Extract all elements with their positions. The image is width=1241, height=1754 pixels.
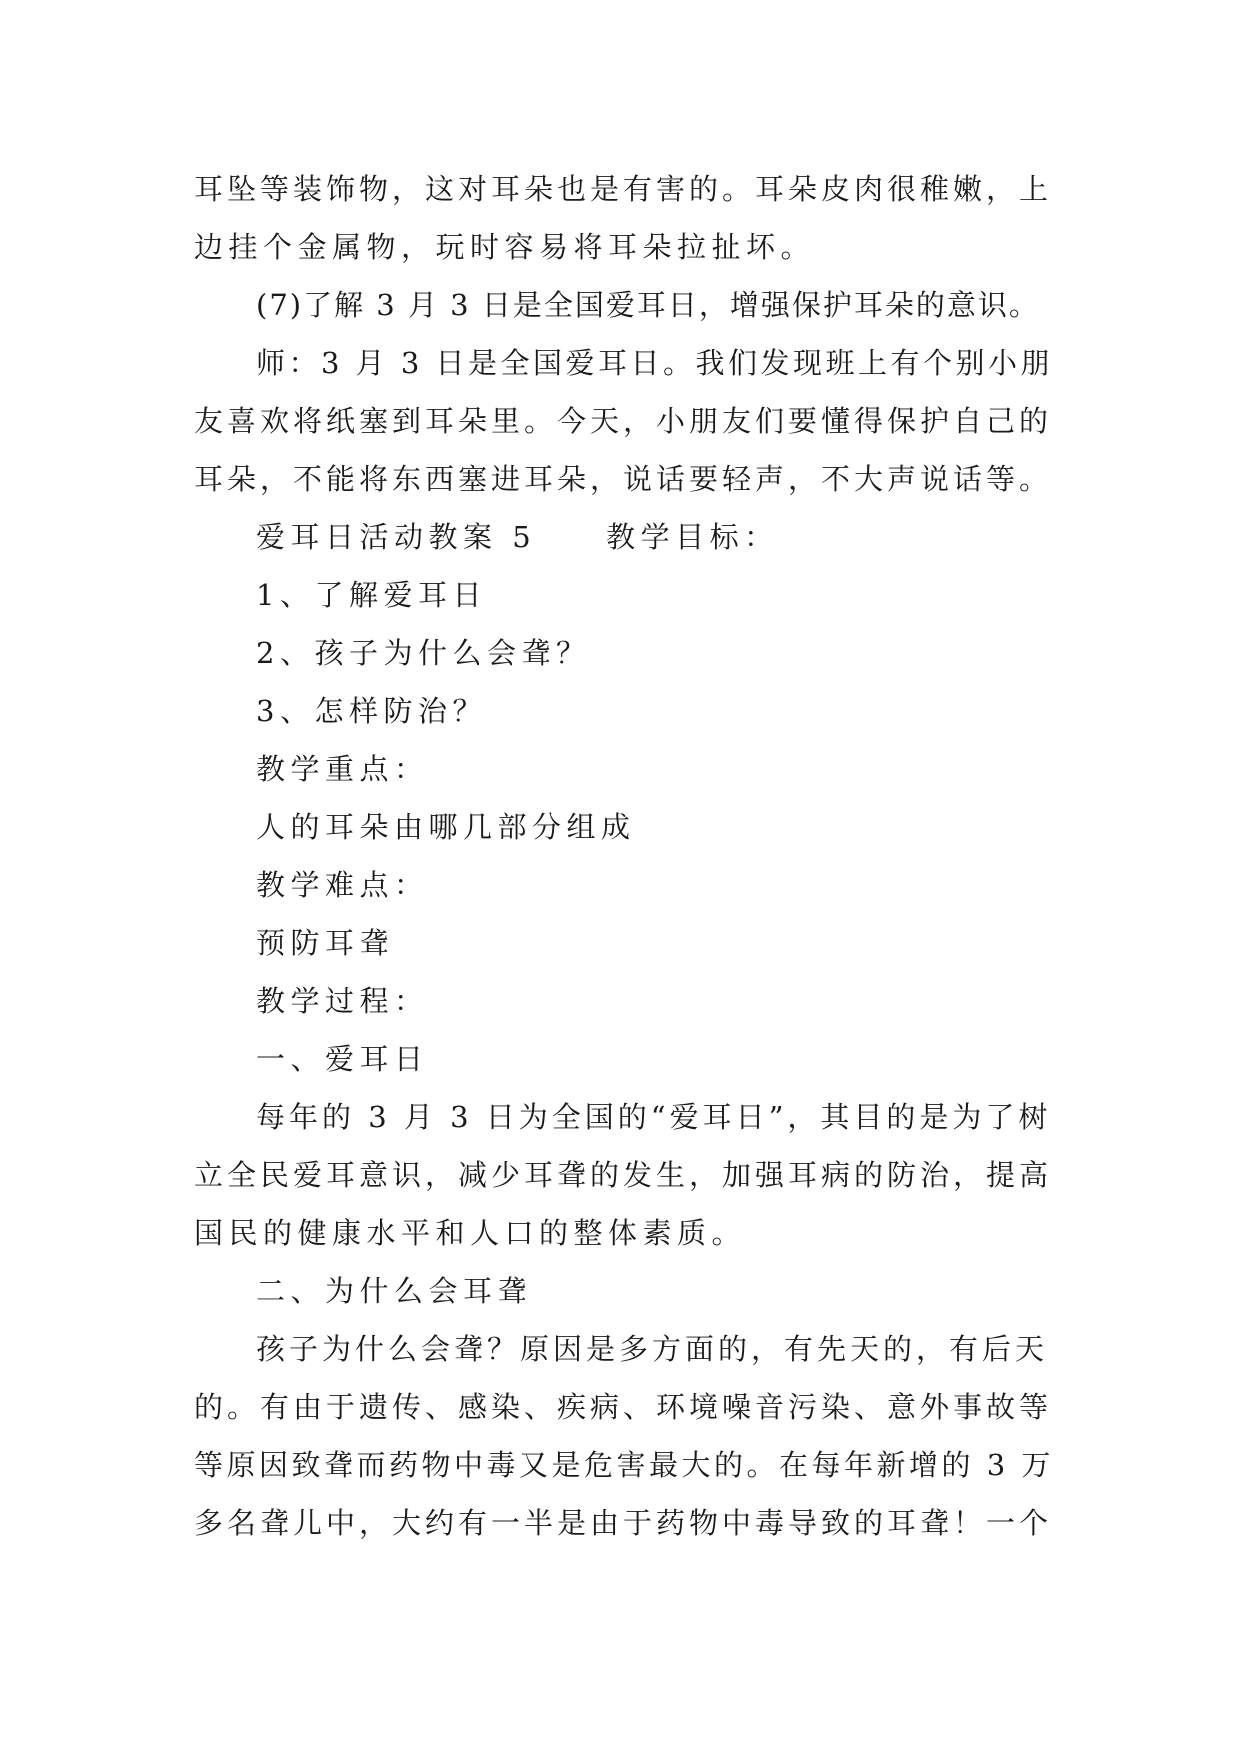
text-line	[194, 972, 1054, 1030]
text-line	[194, 914, 1054, 972]
text-line	[194, 160, 1054, 218]
text-line	[194, 1088, 1054, 1146]
line-text: 教学重点：	[256, 752, 429, 786]
line-text: 耳朵，不能将东西塞进耳朵，说话要轻声，不大声说话等。	[194, 462, 1053, 496]
text-line	[194, 1320, 1054, 1378]
section-heading-line	[194, 508, 1054, 566]
line-text: 边挂个金属物，玩时容易将耳朵拉扯坏。	[194, 230, 816, 264]
text-line	[194, 740, 1054, 798]
text-line	[194, 392, 1054, 450]
text-line	[194, 218, 1054, 276]
text-line	[194, 798, 1054, 856]
text-line	[194, 856, 1054, 914]
line-text: 国民的健康水平和人口的整体素质。	[194, 1216, 747, 1250]
text-line	[194, 1378, 1054, 1436]
line-text: (7)了解 3 月 3 日是全国爱耳日，增强保护耳朵的意识。	[256, 288, 1040, 322]
line-text: 1、了解爱耳日	[256, 578, 487, 612]
text-line	[194, 1030, 1054, 1088]
document-body	[194, 160, 1054, 1552]
text-line	[194, 1262, 1054, 1320]
line-text: 友喜欢将纸塞到耳朵里。今天，小朋友们要懂得保护自己的	[194, 404, 1053, 438]
line-text: 2、孩子为什么会聋？	[256, 636, 591, 670]
text-line	[194, 624, 1054, 682]
text-line	[194, 682, 1054, 740]
text-line	[194, 1146, 1054, 1204]
line-text: 孩子为什么会聋？原因是多方面的，有先天的，有后天	[256, 1332, 1049, 1366]
line-text: 教学过程：	[256, 984, 429, 1018]
section-title: 爱耳日活动教案 5	[256, 520, 537, 554]
text-line	[194, 276, 1054, 334]
line-text: 的。有由于遗传、感染、疾病、环境噪音污染、意外事故等	[194, 1390, 1053, 1424]
line-text: 一、爱耳日	[256, 1042, 429, 1076]
line-text: 耳坠等装饰物，这对耳朵也是有害的。耳朵皮肉很稚嫩，上	[194, 172, 1053, 206]
text-line	[194, 1436, 1054, 1494]
text-line	[194, 566, 1054, 624]
line-text: 预防耳聋	[256, 926, 395, 960]
line-text: 3、怎样防治？	[256, 694, 487, 728]
line-text: 多名聋儿中，大约有一半是由于药物中毒导致的耳聋！一个	[194, 1506, 1053, 1540]
line-text: 每年的 3 月 3 日为全国的“爱耳日”，其目的是为了树	[256, 1100, 1052, 1134]
line-text: 等原因致聋而药物中毒又是危害最大的。在每年新增的 3 万	[194, 1448, 1054, 1482]
text-line	[194, 450, 1054, 508]
line-text: 教学难点：	[256, 868, 429, 902]
teaching-goals-label: 教学目标：	[606, 520, 779, 554]
line-text: 师：3 月 3 日是全国爱耳日。我们发现班上有个别小朋	[256, 346, 1054, 380]
text-line	[194, 334, 1054, 392]
line-text: 二、为什么会耳聋	[256, 1274, 533, 1308]
text-line	[194, 1494, 1054, 1552]
line-text: 人的耳朵由哪几部分组成	[256, 810, 636, 844]
text-line	[194, 1204, 1054, 1262]
line-text: 立全民爱耳意识，减少耳聋的发生，加强耳病的防治，提高	[194, 1158, 1053, 1192]
